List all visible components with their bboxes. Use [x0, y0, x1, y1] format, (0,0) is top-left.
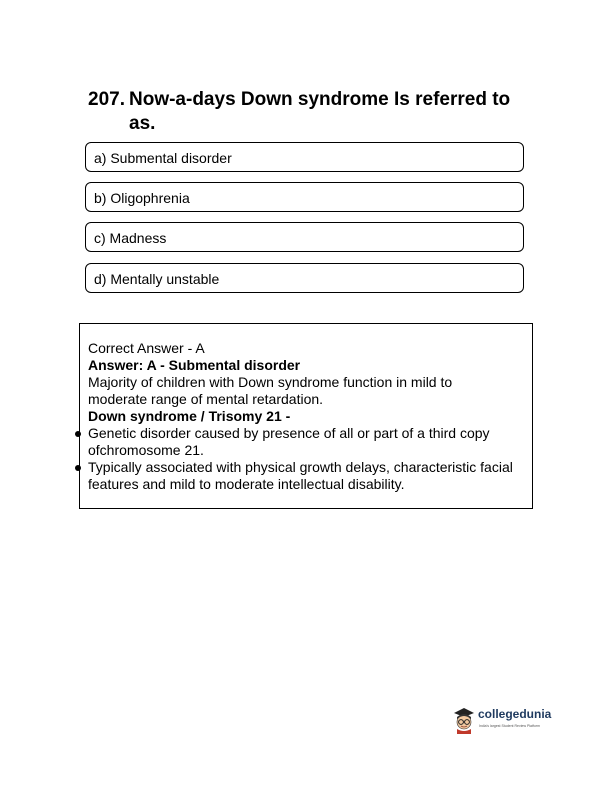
mascot-icon: [452, 706, 476, 734]
bullet-2-line-2: features and mild to moderate intellectual disability.: [88, 476, 405, 492]
correct-answer: Correct Answer - A: [88, 340, 205, 356]
question-number: 207.: [88, 89, 125, 110]
question-text: Now-a-days Down syndrome Is referred to as.: [129, 89, 511, 134]
option-c[interactable]: c) Madness: [85, 222, 524, 252]
option-d[interactable]: d) Mentally unstable: [85, 263, 524, 293]
logo-tagline: India's largest Student Review Platform: [479, 724, 540, 728]
bullet-1-line-1: Genetic disorder caused by presence of all or part of a third copy: [88, 425, 490, 441]
option-b[interactable]: b) Oligophrenia: [85, 182, 524, 212]
collegedunia-logo: [452, 704, 562, 740]
answer-box: [79, 323, 533, 509]
explanation-line-1: Majority of children with Down syndrome function in mild to: [88, 374, 453, 390]
bullet-1-line-2: ofchromosome 21.: [88, 442, 204, 458]
explanation-line-2: moderate range of mental retardation.: [88, 391, 324, 407]
subheading: Down syndrome / Trisomy 21 -: [88, 408, 291, 424]
bullet-2-line-1: Typically associated with physical growth delays, characteristic facial: [88, 459, 513, 475]
bullet-icon: [75, 431, 81, 437]
answer-heading: Answer: A - Submental disorder: [88, 357, 301, 373]
bullet-icon: [75, 465, 81, 471]
logo-name: collegedunia: [478, 707, 552, 721]
option-a[interactable]: a) Submental disorder: [85, 142, 524, 172]
